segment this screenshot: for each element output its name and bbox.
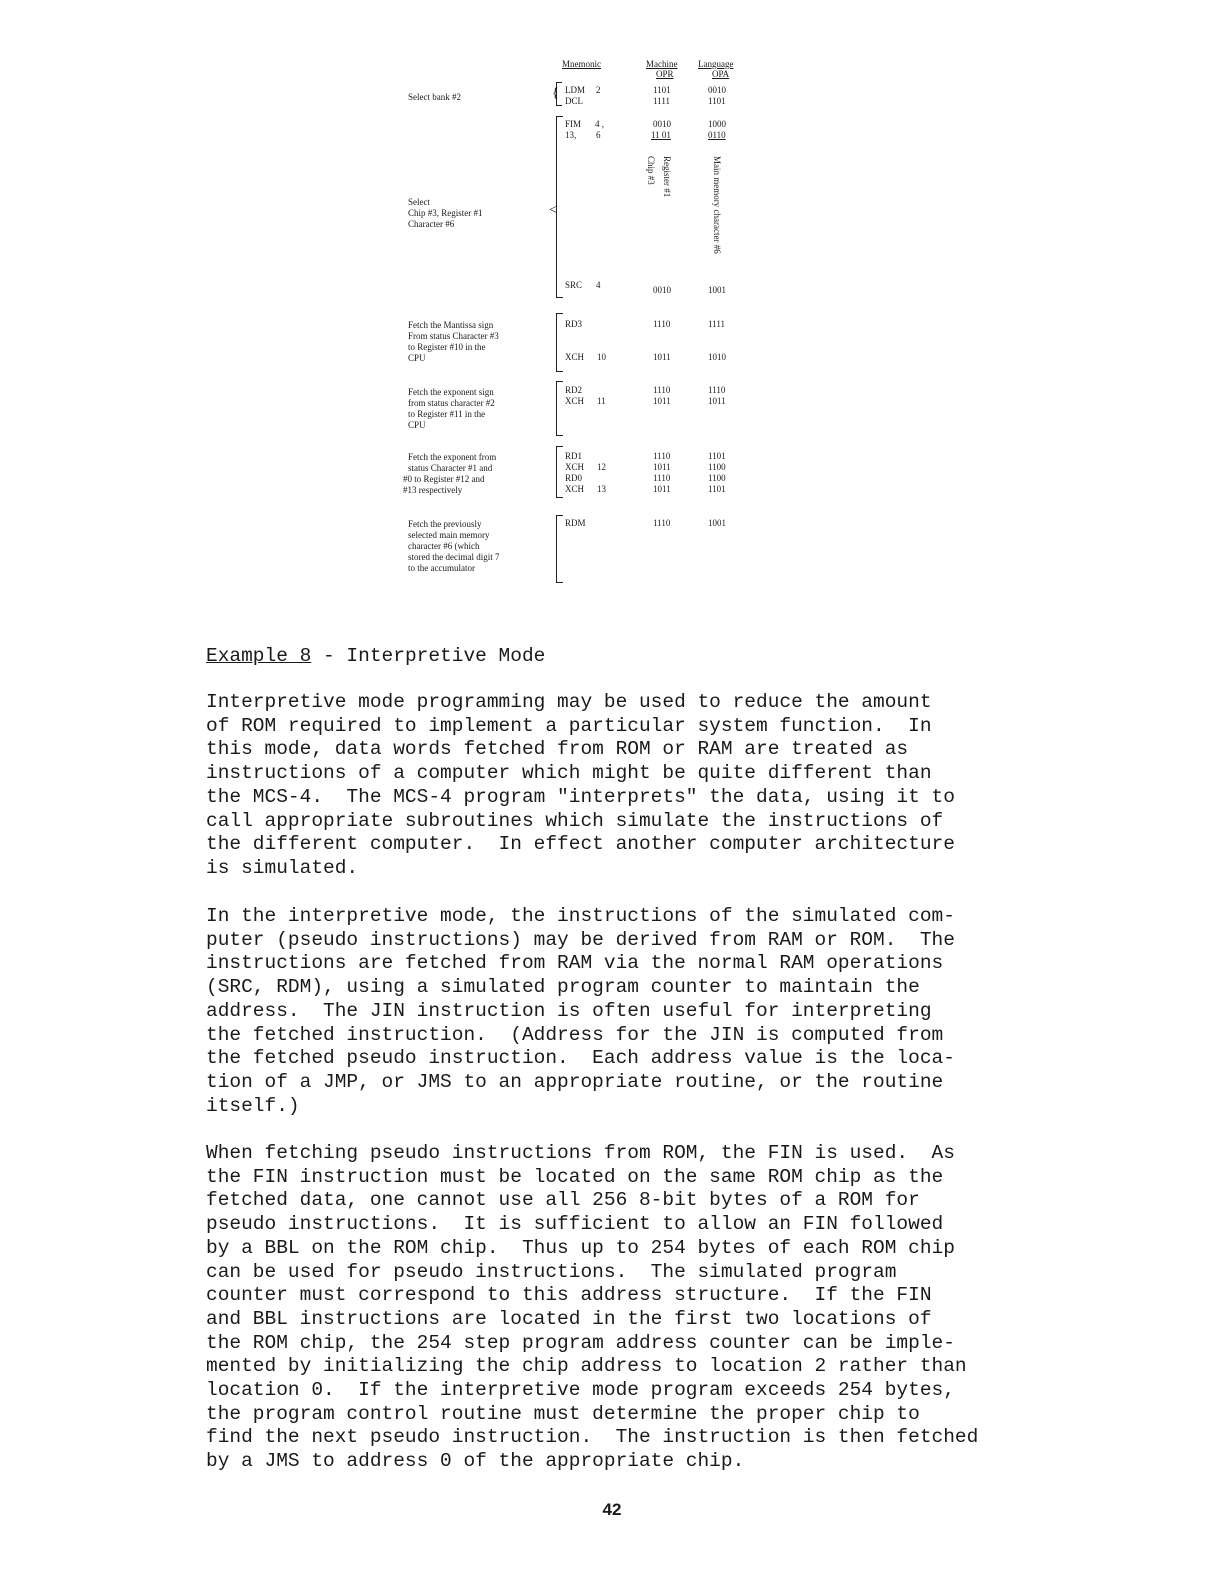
opr-cell: 1011	[653, 396, 671, 406]
group-description: Fetch the exponent sign	[408, 387, 494, 397]
vertical-note-chip: Chip #3	[646, 156, 656, 185]
opa-cell: 1001	[708, 518, 726, 528]
group-brace	[556, 515, 563, 583]
group-description: to the accumulator	[408, 563, 475, 573]
opr-cell: 0010	[653, 119, 671, 129]
opr-cell: 11 01	[651, 130, 671, 140]
mnemonic-cell: RD0	[565, 473, 583, 483]
opr-cell: 1011	[653, 484, 671, 494]
brace-point: {	[552, 86, 559, 101]
section-heading-label: Example 8	[206, 645, 312, 667]
group-brace	[556, 313, 563, 372]
group-brace	[556, 446, 563, 498]
group-description: stored the decimal digit 7	[408, 552, 500, 562]
arg-cell: 12	[597, 462, 606, 472]
group-description: Fetch the previously	[408, 519, 482, 529]
group-description: Select bank #2	[408, 92, 461, 102]
opa-cell: 1010	[708, 352, 726, 362]
group-description: Character #6	[408, 219, 455, 229]
group-description: CPU	[408, 420, 426, 430]
paragraph-fetching-rom: When fetching pseudo instructions from ROM, the FIN is used. As the FIN instruction must be located on the same ROM chip as the fetched data, one cannot use all 256 8-bit bytes of a ROM for pseudo instructions. It is sufficient to allow an FIN followed by a BBL on the ROM chip. Thus up to 254 bytes of each ROM chip can be used for pseudo instructions. The simulated program counter must correspond to this address structure. If the FIN and BBL instructions are located in the first two locations of the ROM chip, the 254 step program address counter can be imple- mented by initializing the chip address to location 2 rather than location 0. If the interpretive mode program exceeds 254 bytes, the program control routine must determine the proper chip to find the next pseudo instruction. The instruction is then fetched by a JMS to address 0 of the appropriate chip.	[206, 1142, 979, 1473]
mnemonic-cell: XCH	[565, 396, 585, 406]
opa-cell: 1001	[708, 285, 726, 295]
paragraph-interpretive-mode: In the interpretive mode, the instructions of the simulated com- puter (pseudo instructions) may be derived from RAM or ROM. The instructions are fetched from RAM via the normal RAM operations (SRC, RDM), using a simulated program counter to maintain the address. The JIN instruction is often useful for interpreting the fetched instruction. (Address for the JIN is computed from the fetched pseudo instruction. Each address value is the loca- tion of a JMP, or JMS to an appropriate routine, or the routine itself.)	[206, 905, 955, 1117]
arg-cell: 4 ,	[595, 119, 604, 129]
opr-cell: 1110	[653, 319, 671, 329]
opa-cell: 1110	[708, 385, 726, 395]
group-description: #0 to Register #12 and	[403, 474, 485, 484]
group-description: status Character #1 and	[408, 463, 493, 473]
opr-cell: 0010	[653, 285, 671, 295]
arg-cell: 2	[596, 85, 601, 95]
vertical-note-memory: Main memory character #6	[712, 156, 722, 254]
section-heading-title: - Interpretive Mode	[311, 645, 546, 667]
mnemonic-cell: LDM	[565, 85, 585, 95]
mnemonic-cell: RDM	[565, 518, 586, 528]
group-description: #13 respectively	[403, 485, 463, 495]
mnemonic-cell: SRC	[565, 280, 583, 290]
group-description: selected main memory	[408, 530, 490, 540]
opr-cell: 1101	[653, 85, 671, 95]
opa-cell: 0110	[708, 130, 726, 140]
group-description: from status character #2	[408, 398, 495, 408]
group-brace	[556, 116, 563, 298]
group-description: Fetch the Mantissa sign	[408, 320, 494, 330]
mnemonic-cell: RD2	[565, 385, 583, 395]
opa-cell: 0010	[708, 85, 726, 95]
header-opr: OPR	[656, 69, 674, 79]
arg-cell: 4	[596, 280, 601, 290]
group-description: From status Character #3	[408, 331, 499, 341]
section-heading	[206, 645, 545, 667]
arg-cell: 11	[597, 396, 606, 406]
header-machine: Machine	[646, 59, 678, 69]
opr-cell: 1110	[653, 451, 671, 461]
mnemonic-cell: FIM	[565, 119, 582, 129]
header-language: Language	[698, 59, 734, 69]
opr-cell: 1011	[653, 462, 671, 472]
group-description: Chip #3, Register #1	[408, 208, 483, 218]
arg-cell: 6	[596, 130, 601, 140]
mnemonic-cell: RD3	[565, 319, 583, 329]
opr-cell: 1011	[653, 352, 671, 362]
mnemonic-cell: XCH	[565, 352, 585, 362]
opa-cell: 1100	[708, 462, 726, 472]
header-mnemonic: Mnemonic	[562, 59, 601, 69]
opr-cell: 1111	[653, 96, 670, 106]
opa-cell: 1000	[708, 119, 726, 129]
opa-cell: 1101	[708, 96, 726, 106]
paragraph-interpretive-intro: Interpretive mode programming may be used to reduce the amount of ROM required to implement a particular system function. In this mode, data words fetched from ROM or RAM are treated as instructions of a computer which might be quite different than the MCS-4. The MCS-4 program "interprets" the data, using it to call appropriate subroutines which simulate the instructions of the different computer. In effect another computer architecture is simulated.	[206, 691, 955, 879]
opa-cell: 1011	[708, 396, 726, 406]
opa-cell: 1100	[708, 473, 726, 483]
opa-cell: 1101	[708, 484, 726, 494]
group-description: character #6 (which	[408, 541, 480, 551]
opr-cell: 1110	[653, 385, 671, 395]
arg-cell: 10	[597, 352, 606, 362]
mnemonic-cell: XCH	[565, 462, 585, 472]
opr-cell: 1110	[653, 518, 671, 528]
page-number: 42	[602, 1500, 622, 1519]
mnemonic-cell: 13,	[565, 130, 577, 140]
mnemonic-cell: DCL	[565, 96, 583, 106]
opa-cell: 1101	[708, 451, 726, 461]
group-description: Fetch the exponent from	[408, 452, 497, 462]
group-description: to Register #10 in the	[408, 342, 486, 352]
group-description: to Register #11 in the	[408, 409, 486, 419]
group-description: CPU	[408, 353, 426, 363]
group-brace	[556, 381, 563, 436]
vertical-note-register: Register #1	[662, 156, 672, 198]
brace-point: <	[549, 203, 557, 218]
arg-cell: 13	[597, 484, 606, 494]
instruction-table	[0, 0, 1224, 640]
opa-cell: 1111	[708, 319, 725, 329]
header-opa: OPA	[712, 69, 730, 79]
mnemonic-cell: XCH	[565, 484, 585, 494]
group-description: Select	[408, 197, 430, 207]
opr-cell: 1110	[653, 473, 671, 483]
mnemonic-cell: RD1	[565, 451, 583, 461]
